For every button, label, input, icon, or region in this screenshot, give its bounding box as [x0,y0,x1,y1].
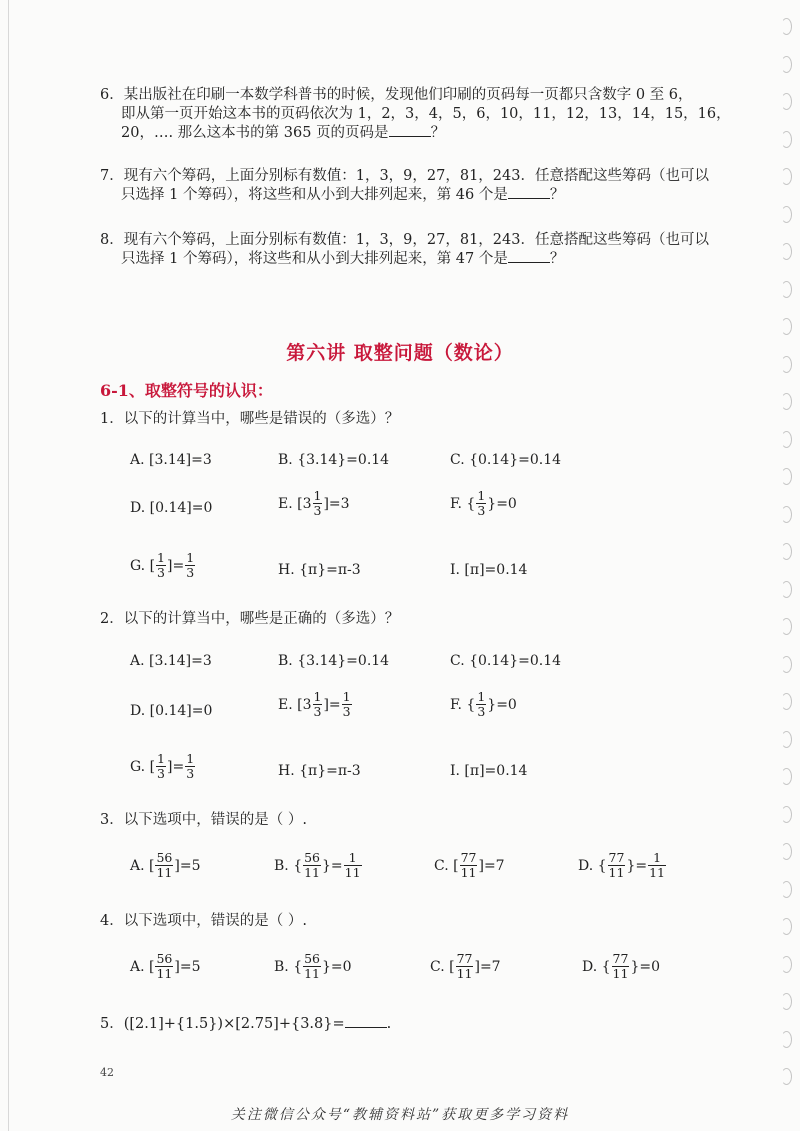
fraction-1-11 [344,851,362,881]
option-text: F. { [450,696,476,713]
problem-number: 7． [100,168,124,184]
fraction-56-11 [155,851,173,881]
binder-ring [781,393,792,410]
numerator: 56 [156,850,173,865]
q1-option-c: C. {0.14}=0.14 [450,452,562,468]
denominator: 3 [157,766,165,782]
numerator: 77 [612,951,629,966]
binder-ring [781,881,792,898]
binder-ring [781,693,792,710]
binder-ring [781,581,792,598]
fraction-77-11 [612,952,630,982]
problem-text-line: 现有六个筹码，上面分别标有数值：1，3，9，27，81，243．任意搭配这些筹码（也可以 [123,168,709,184]
numerator: 1 [157,751,165,766]
fraction-one-third [476,690,486,720]
answer-blank [345,1026,387,1028]
numerator: 1 [477,689,486,704]
q3-option-d [578,851,667,881]
fraction-56-11 [155,952,173,982]
numerator: 56 [156,951,173,966]
q2-option-d: D. [0.14]=0 [130,703,213,719]
fraction-one-third [185,752,195,782]
option-text: E. [3 [278,696,312,713]
binder-ring [781,281,792,298]
denominator: 11 [649,865,665,881]
q2-option-h: H. {π}=π-3 [278,763,361,779]
binder-ring [781,956,792,973]
denominator: 3 [186,565,195,581]
numerator: 1 [157,550,165,565]
fraction-56-11 [303,851,321,881]
problem-text-line: 只选择 1 个筹码），将这些和从小到大排列起来，第 47 个是 [121,250,508,267]
answer-blank [508,197,550,199]
q2-option-f [450,690,517,720]
option-text: }=0 [322,958,352,975]
binder-ring [781,768,792,785]
q1-option-g [130,551,196,581]
fraction-one-third [313,690,323,720]
fraction-one-third [156,551,166,581]
q1-option-d: D. [0.14]=0 [130,500,213,516]
numerator: 77 [456,951,473,966]
page-number: 42 [100,1066,114,1079]
numerator: 56 [304,850,321,865]
option-text: }= [322,857,343,874]
problem-6 [100,86,731,143]
page-edge [8,0,9,1131]
option-text: ]= [167,557,185,574]
problem-7 [100,167,709,205]
problem-text-line: 某出版社在印刷一本数学科普书的时候，发现他们印刷的页码每一页都只含数字 0 至 6， [123,87,693,103]
denominator: 3 [157,565,165,581]
chapter-title: 第六讲 取整问题（数论） [286,342,514,364]
binder-ring [781,56,792,73]
q2-option-e [278,690,353,720]
fraction-one-third [342,690,352,720]
numerator: 1 [477,488,486,503]
denominator: 3 [477,503,486,519]
option-text: A. [ [130,958,155,975]
problem-8 [100,231,709,269]
numerator: 1 [648,851,666,866]
denominator: 3 [313,503,322,519]
denominator: 11 [460,865,477,881]
denominator: 11 [304,865,321,881]
problem-number: 6． [100,87,124,103]
q4-option-a [130,952,201,982]
option-text: }=0 [487,495,517,512]
fraction-56-11 [303,952,321,982]
section-title: 6-1、取整符号的认识： [100,381,273,400]
denominator: 11 [156,865,173,881]
fraction-77-11 [460,851,478,881]
denominator: 11 [344,865,361,881]
q3-option-c [434,851,505,881]
option-text: D. { [582,958,611,975]
q1-option-b: B. {3.14}=0.14 [278,452,390,468]
footer-note: 关注微信公众号“教辅资料站”获取更多学习资料 [230,1107,570,1123]
answer-blank [389,135,431,137]
option-text: ]=7 [474,958,501,975]
problem-number: 8． [100,232,124,248]
problem-tail: ？ [549,250,565,267]
binder-ring [781,431,792,448]
denominator: 11 [456,966,473,982]
problem-text-line: 现有六个筹码，上面分别标有数值：1，3，9，27，81，243．任意搭配这些筹码（也可以 [123,232,709,248]
option-text: ]= [323,696,341,713]
question-2-stem: 2．以下的计算当中，哪些是正确的（多选）？ [100,611,400,627]
fraction-1-11 [648,851,666,881]
option-text: C. [ [430,958,455,975]
q3-option-b [274,851,363,881]
binder-ring [781,1068,792,1085]
fraction-one-third [185,551,195,581]
option-text: G. [ [130,758,156,775]
q1-option-i: I. [π]=0.14 [450,562,528,578]
q3-option-a [130,851,201,881]
q4-option-b [274,952,352,982]
numerator: 56 [304,951,321,966]
option-text: ]=3 [323,495,350,512]
binder-ring [781,918,792,935]
denominator: 3 [313,704,322,720]
option-text: B. { [274,958,303,975]
option-text: B. { [274,857,303,874]
problem-tail: ？ [430,124,446,141]
binder-ring [781,843,792,860]
binder-ring [781,731,792,748]
binder-ring [781,806,792,823]
option-text: D. { [578,857,607,874]
question-4-stem: 4．以下选项中，错误的是（ ）. [100,913,307,929]
option-text: }=0 [630,958,660,975]
binder-ring [781,206,792,223]
problem-text-line: 只选择 1 个筹码），将这些和从小到大排列起来，第 46 个是 [121,186,508,203]
q2-option-c: C. {0.14}=0.14 [450,653,562,669]
denominator: 11 [608,865,625,881]
numerator: 1 [313,488,322,503]
denominator: 3 [342,704,351,720]
option-text: A. [ [130,857,155,874]
option-text: ]=5 [174,958,201,975]
option-text: F. { [450,495,476,512]
q1-option-f [450,489,517,519]
problem-text-line: 20，…. 那么这本书的第 365 页的页码是 [121,124,389,141]
binder-ring [781,18,792,35]
q2-option-b: B. {3.14}=0.14 [278,653,390,669]
binder-ring [781,468,792,485]
question-3-stem: 3．以下选项中，错误的是（ ）. [100,812,307,828]
binder-ring [781,993,792,1010]
fraction-one-third [156,752,166,782]
binder-ring [781,318,792,335]
binder-ring [781,243,792,260]
fraction-77-11 [608,851,626,881]
binder-ring [781,656,792,673]
denominator: 3 [477,704,486,720]
numerator: 1 [344,851,362,866]
q2-option-g [130,752,196,782]
q2-option-i: I. [π]=0.14 [450,763,528,779]
option-text: ]=5 [174,857,201,874]
problem-tail: ？ [549,186,565,203]
question-text: . [386,1016,392,1032]
question-text: 5．([2.1]+{1.5})×[2.75]+{3.8}= [100,1016,345,1032]
binder-ring [781,506,792,523]
option-text: }= [626,857,648,874]
option-text: G. [ [130,557,156,574]
numerator: 1 [313,689,322,704]
q1-option-e [278,489,350,519]
numerator: 1 [342,689,351,704]
q4-option-c [430,952,501,982]
denominator: 11 [304,966,321,982]
numerator: 77 [460,850,477,865]
question-5 [100,1015,391,1034]
q1-option-h: H. {π}=π-3 [278,562,361,578]
option-text: }=0 [487,696,517,713]
numerator: 1 [186,550,195,565]
fraction-one-third [476,489,486,519]
denominator: 11 [156,966,173,982]
fraction-77-11 [456,952,474,982]
answer-blank [508,261,550,263]
denominator: 3 [186,766,195,782]
binder-ring [781,131,792,148]
option-text: E. [3 [278,495,312,512]
option-text: ]= [167,758,185,775]
q4-option-d [582,952,660,982]
binder-ring [781,168,792,185]
problem-text-line: 即从第一页开始这本书的页码依次为 1，2，3，4，5，6，10，11，12，13，14，15，16， [121,105,731,122]
binder-ring [781,618,792,635]
q2-option-a: A. [3.14]=3 [130,653,212,669]
denominator: 11 [612,966,629,982]
binder-ring [781,543,792,560]
binder-ring [781,93,792,110]
option-text: C. [ [434,857,459,874]
numerator: 1 [186,751,195,766]
question-1-stem: 1．以下的计算当中，哪些是错误的（多选）？ [100,411,400,427]
numerator: 77 [608,850,625,865]
fraction-one-third [313,489,323,519]
option-text: ]=7 [478,857,505,874]
q1-option-a: A. [3.14]=3 [130,452,212,468]
binder-ring [781,1031,792,1048]
